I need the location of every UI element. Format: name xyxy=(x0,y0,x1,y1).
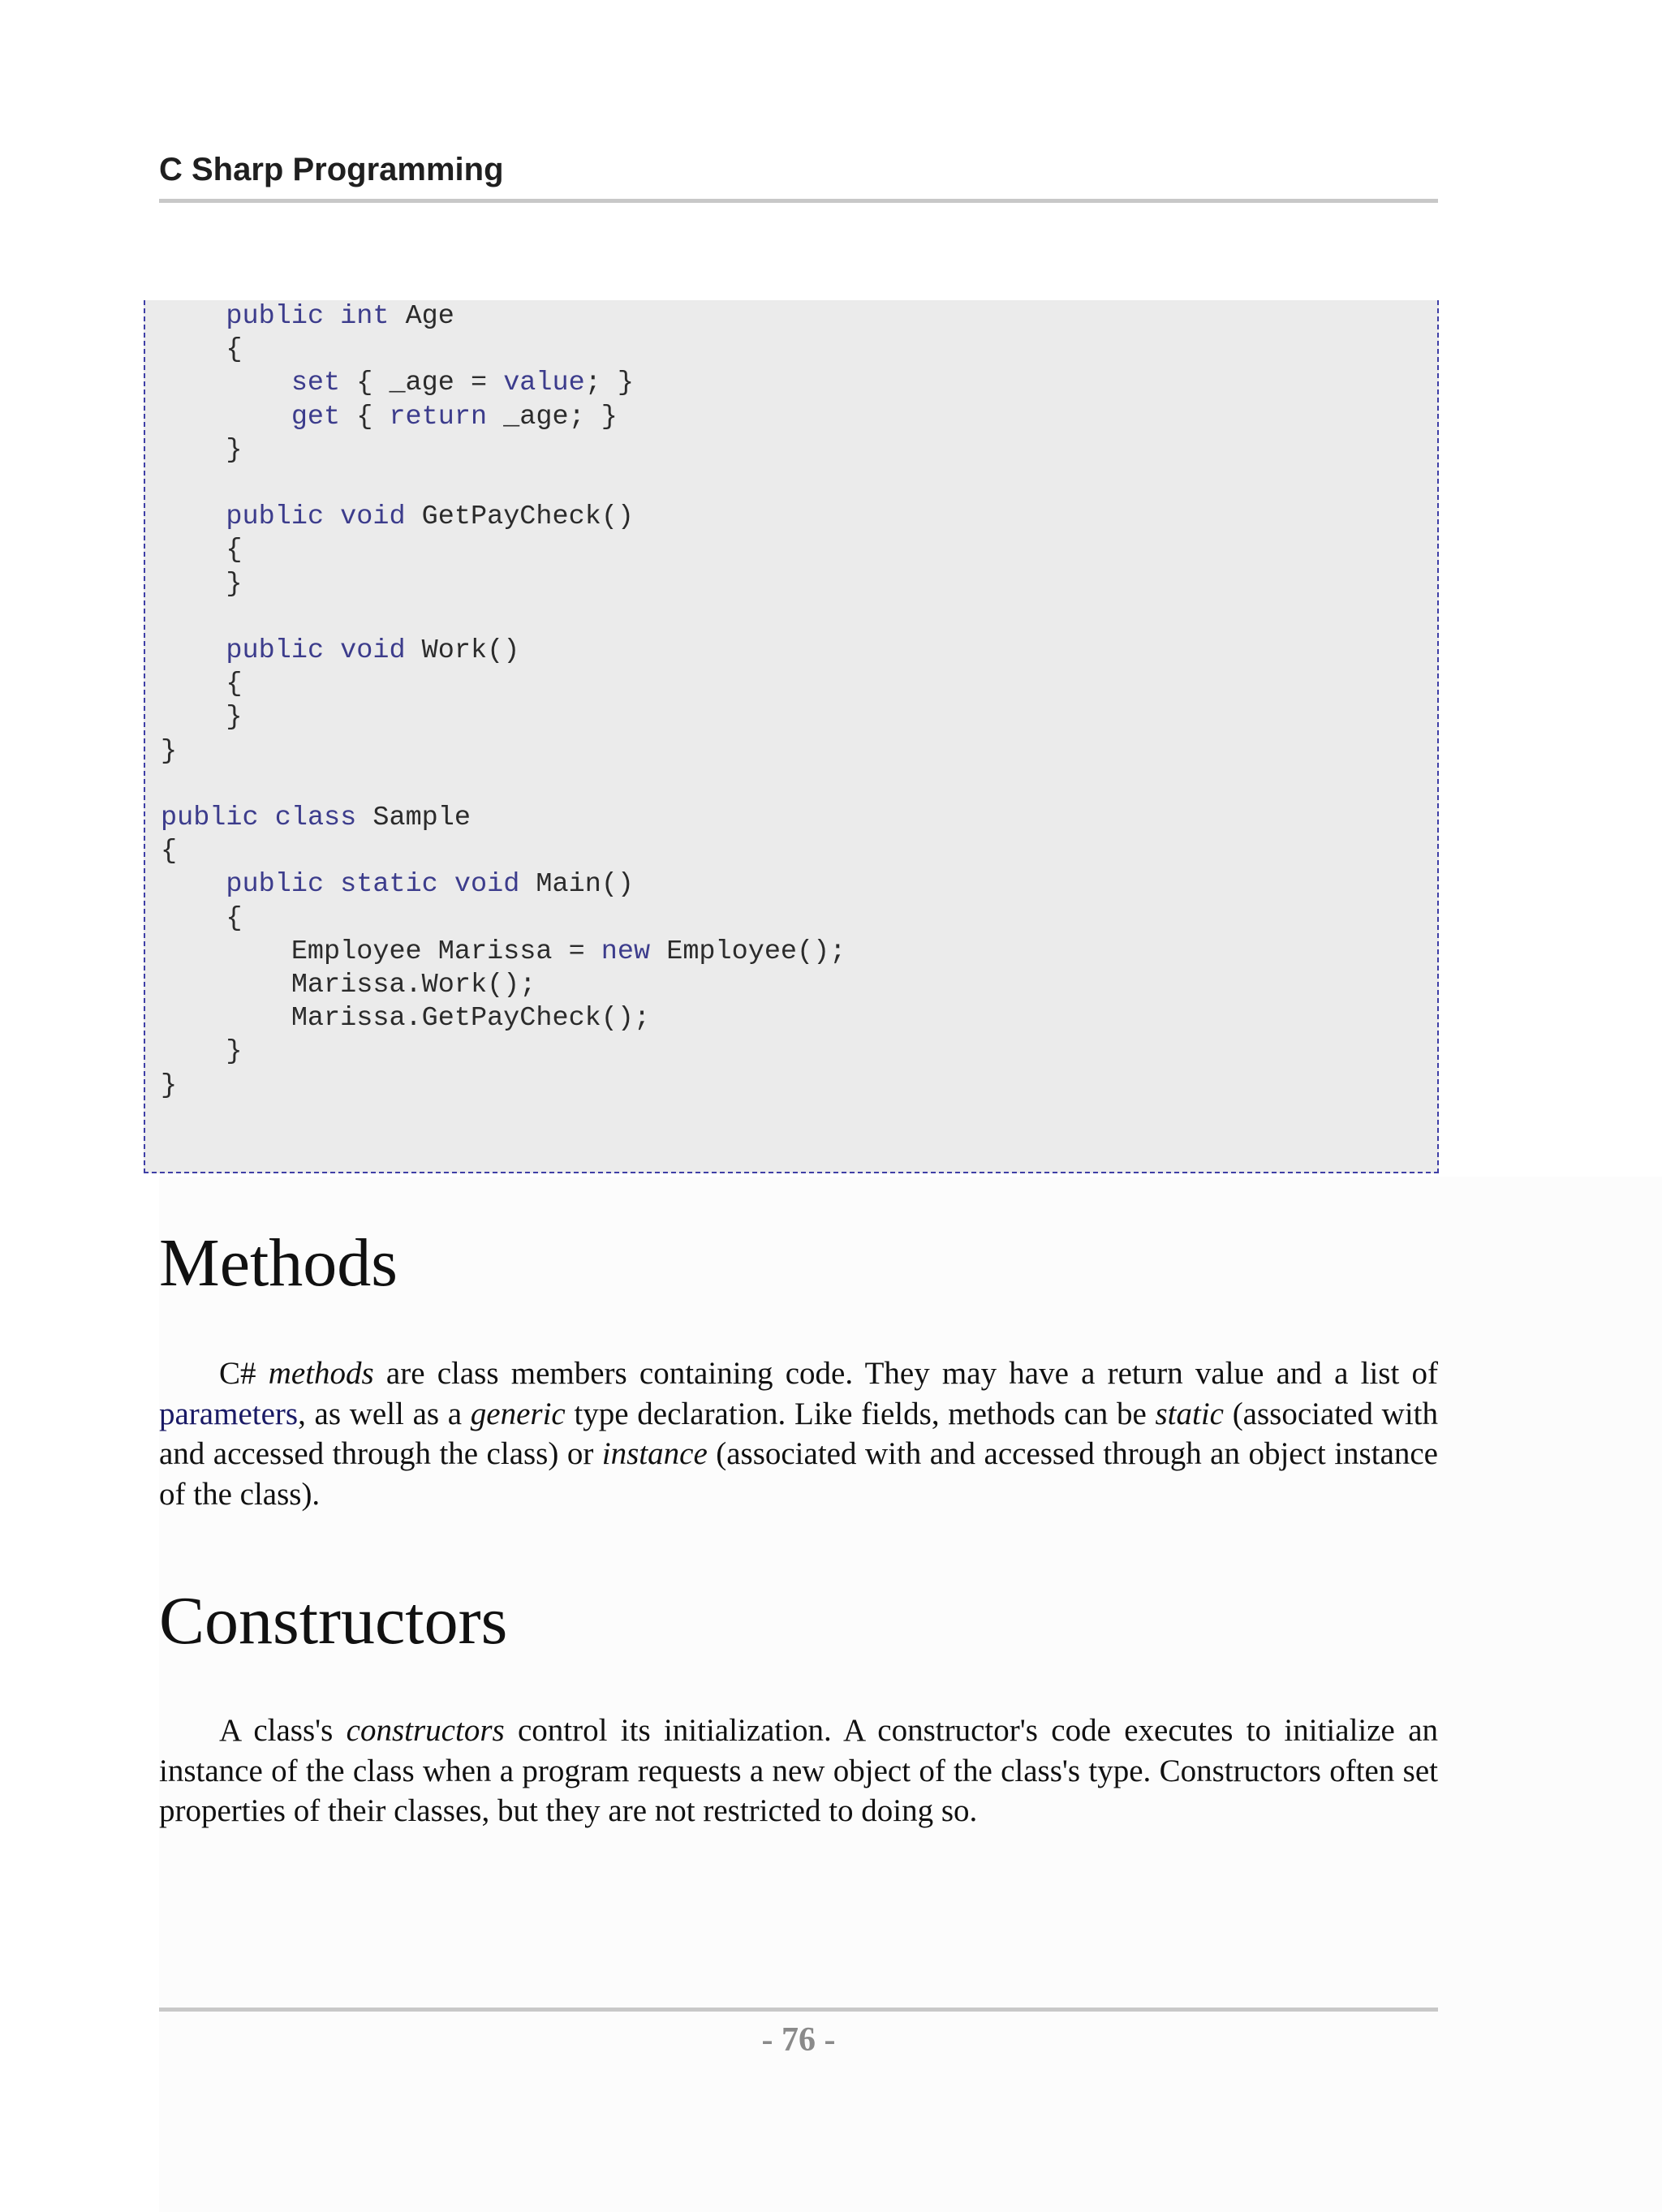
running-header xyxy=(159,150,1438,203)
code-line: public static void Main() xyxy=(226,869,635,901)
code-line: } xyxy=(161,1036,243,1068)
code-line: set { _age = value; } xyxy=(291,368,635,399)
emphasized-term: methods xyxy=(268,1356,374,1391)
methods-heading: Methods xyxy=(159,1225,398,1301)
code-keyword: void xyxy=(340,501,406,533)
code-keyword: void xyxy=(340,635,406,667)
code-keyword: void xyxy=(454,869,520,901)
parameters-link[interactable]: parameters xyxy=(159,1396,299,1431)
constructors-paragraph: A class's constructors control its initialization. A constructor's code executes to initialize an instance of the class when a program requests a new object of the class's type. Constructors often set properties of their classes, but they are not restricted to doing so. xyxy=(159,1713,1438,1828)
code-line: } xyxy=(161,1069,178,1101)
code-line: } xyxy=(161,735,178,767)
footer-rule xyxy=(159,2008,1438,2012)
code-keyword: public xyxy=(161,803,259,834)
code-line: public void Work() xyxy=(226,635,520,667)
code-keyword: static xyxy=(340,869,438,901)
code-line: get { return _age; } xyxy=(291,401,618,433)
code-keyword: get xyxy=(291,401,341,433)
code-line: Marissa.GetPayCheck(); xyxy=(161,1003,651,1035)
code-line: } xyxy=(161,434,243,466)
constructors-heading: Constructors xyxy=(159,1583,508,1659)
code-line: { xyxy=(161,669,243,700)
code-line: public class Sample xyxy=(161,803,471,834)
code-line: public void GetPayCheck() xyxy=(226,501,635,533)
code-keyword: class xyxy=(274,803,357,834)
emphasized-term: generic xyxy=(470,1396,566,1431)
emphasized-term: static xyxy=(1155,1396,1224,1431)
running-header-title: C Sharp Programming xyxy=(159,152,504,187)
code-line: { xyxy=(161,902,243,934)
code-keyword: public xyxy=(226,635,325,667)
code-keyword: public xyxy=(226,501,325,533)
code-line: public int Age xyxy=(226,301,454,332)
code-keyword: value xyxy=(503,368,585,399)
code-line: { xyxy=(161,836,178,867)
emphasized-term: constructors xyxy=(346,1713,505,1748)
code-keyword: public xyxy=(226,869,325,901)
code-line: } xyxy=(161,702,243,734)
code-keyword: public xyxy=(226,301,325,332)
code-line: } xyxy=(161,568,243,600)
code-block xyxy=(161,300,846,1103)
methods-paragraph: C# methods are class members containing code. They may have a return value and a list of parameters, as well as a generic type declaration. Like fields, methods can be static (associated with and accessed through the class) or instance (associated with and accessed through an object instance of the class). xyxy=(159,1356,1438,1512)
code-keyword: new xyxy=(601,936,651,967)
code-keyword: int xyxy=(340,301,390,332)
page-number: - 76 - xyxy=(761,2021,836,2059)
code-keyword: set xyxy=(291,368,341,399)
code-line: Marissa.Work(); xyxy=(161,970,536,1001)
code-line: Employee Marissa = new Employee(); xyxy=(161,936,846,967)
code-listing xyxy=(144,300,1439,1173)
code-line: { xyxy=(161,535,243,566)
code-keyword: return xyxy=(389,401,488,433)
emphasized-term: instance xyxy=(601,1436,708,1471)
code-line: { xyxy=(161,334,243,366)
